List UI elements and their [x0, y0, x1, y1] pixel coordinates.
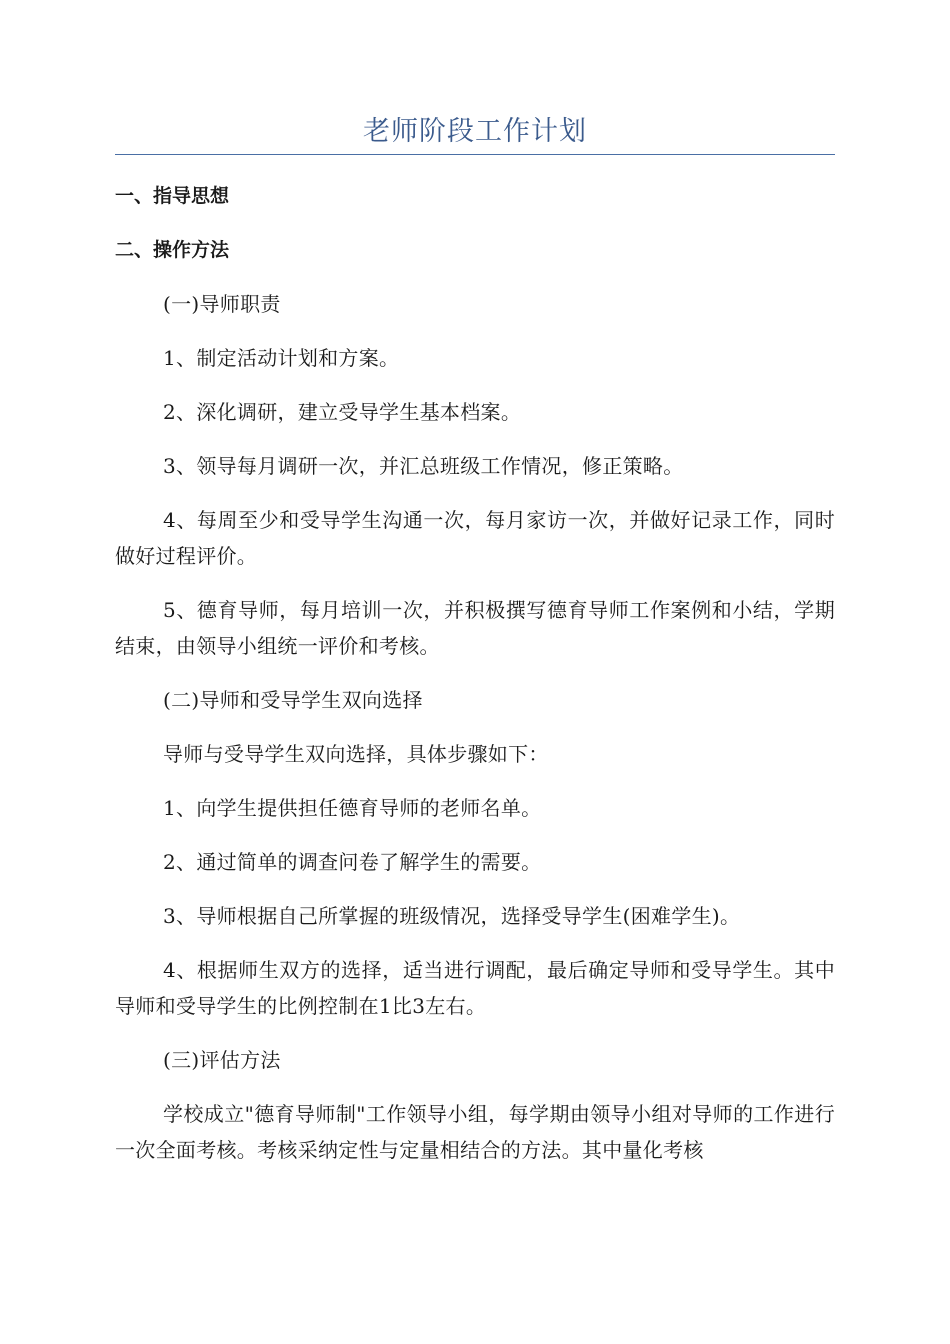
paragraph: 学校成立"德育导师制"工作领导小组，每学期由领导小组对导师的工作进行一次全面考核。考核采纳定性与定量相结合的方法。其中量化考核 [115, 1102, 835, 1162]
subsection-heading-two-way-selection: (二)导师和受导学生双向选择 [163, 688, 423, 712]
subsection-heading-evaluation-method: (三)评估方法 [163, 1048, 281, 1072]
title-underline [115, 154, 835, 155]
paragraph: 3、导师根据自己所掌握的班级情况，选择受导学生(困难学生)。 [163, 904, 741, 928]
paragraph: 2、通过简单的调查问卷了解学生的需要。 [163, 850, 542, 874]
section-heading-operation-method: 二、操作方法 [115, 239, 230, 261]
paragraph: 2、深化调研，建立受导学生基本档案。 [163, 400, 522, 424]
section-heading-guiding-thought: 一、指导思想 [115, 185, 230, 207]
subsection-heading-mentor-duties: (一)导师职责 [163, 292, 281, 316]
paragraph: 4、每周至少和受导学生沟通一次，每月家访一次，并做好记录工作，同时做好过程评价。 [115, 508, 835, 568]
document-title: 老师阶段工作计划 [363, 116, 587, 147]
paragraph: 导师与受导学生双向选择，具体步骤如下： [163, 742, 549, 766]
paragraph: 5、德育导师，每月培训一次，并积极撰写德育导师工作案例和小结，学期结束，由领导小组统一评价和考核。 [115, 598, 835, 658]
paragraph: 4、根据师生双方的选择，适当进行调配，最后确定导师和受导学生。其中导师和受导学生的比例控制在1比3左右。 [115, 958, 835, 1018]
paragraph: 1、制定活动计划和方案。 [163, 346, 400, 370]
document-body [115, 178, 835, 1186]
paragraph: 3、领导每月调研一次，并汇总班级工作情况，修正策略。 [163, 454, 684, 478]
paragraph: 1、向学生提供担任德育导师的老师名单。 [163, 796, 542, 820]
